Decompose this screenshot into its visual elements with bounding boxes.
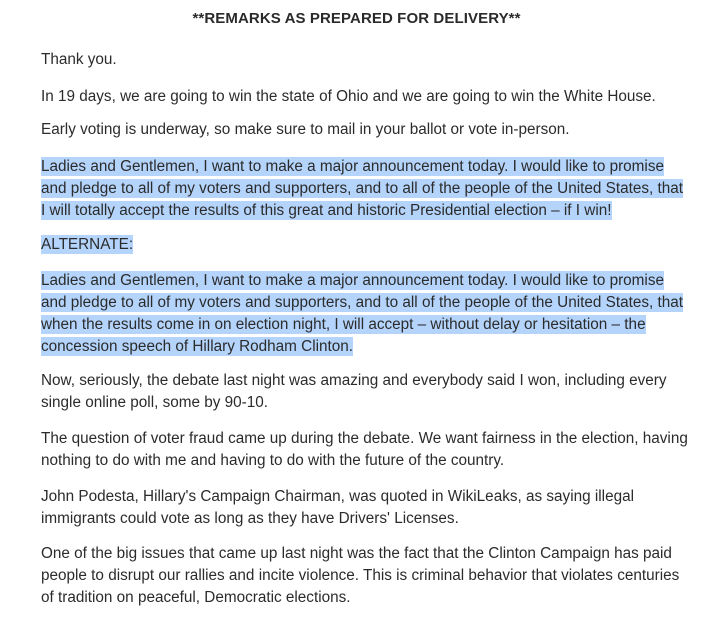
paragraph-alternate-announcement (41, 270, 691, 358)
highlighted-text: Ladies and Gentlemen, I want to make a major announcement today. I would like to promise and pledge to all of my voters and supporters, and to all of the people of the United States, that I will totally accept the results of this great and historic Presidential election – if I win! (41, 158, 684, 219)
highlighted-text: ALTERNATE: (41, 236, 134, 253)
paragraph-text: Now, seriously, the debate last night was amazing and everybody said I won, including every single online poll, some by 90-10. (41, 372, 667, 411)
highlighted-text: Ladies and Gentlemen, I want to make a major announcement today. I would like to promise and pledge to all of my voters and supporters, and to all of the people of the United States, that when the results come in on election night, I will accept – without delay or hesitation – the concession speech of Hillary Rodham Clinton. (41, 272, 684, 355)
paragraph-19-days (41, 86, 691, 108)
paragraph-early-voting (41, 119, 691, 141)
paragraph-alternate (41, 234, 691, 256)
paragraph-text: The question of voter fraud came up during the debate. We want fairness in the election, having nothing to do with me and having to do with the future of the country. (41, 430, 688, 469)
document-header: **REMARKS AS PREPARED FOR DELIVERY** (192, 10, 521, 27)
paragraph-announcement (41, 156, 691, 222)
paragraph-text: John Podesta, Hillary's Campaign Chairman, was quoted in WikiLeaks, as saying illegal immigrants could vote as long as they have Drivers' Licenses. (41, 488, 634, 527)
paragraph-text: Thank you. (41, 51, 117, 68)
paragraph-text: In 19 days, we are going to win the state of Ohio and we are going to win the White House. (41, 88, 656, 105)
paragraph-debate (41, 370, 691, 414)
paragraph-clinton-campaign (41, 543, 691, 609)
paragraph-text: One of the big issues that came up last night was the fact that the Clinton Campaign has paid people to disrupt our rallies and incite violence. This is criminal behavior that violates centuries of tradition on peaceful, Democratic elections. (41, 545, 680, 606)
paragraph-voter-fraud (41, 428, 691, 472)
paragraph-thank-you (41, 49, 691, 71)
paragraph-podesta (41, 486, 691, 530)
paragraph-text: Early voting is underway, so make sure to mail in your ballot or vote in-person. (41, 121, 570, 138)
